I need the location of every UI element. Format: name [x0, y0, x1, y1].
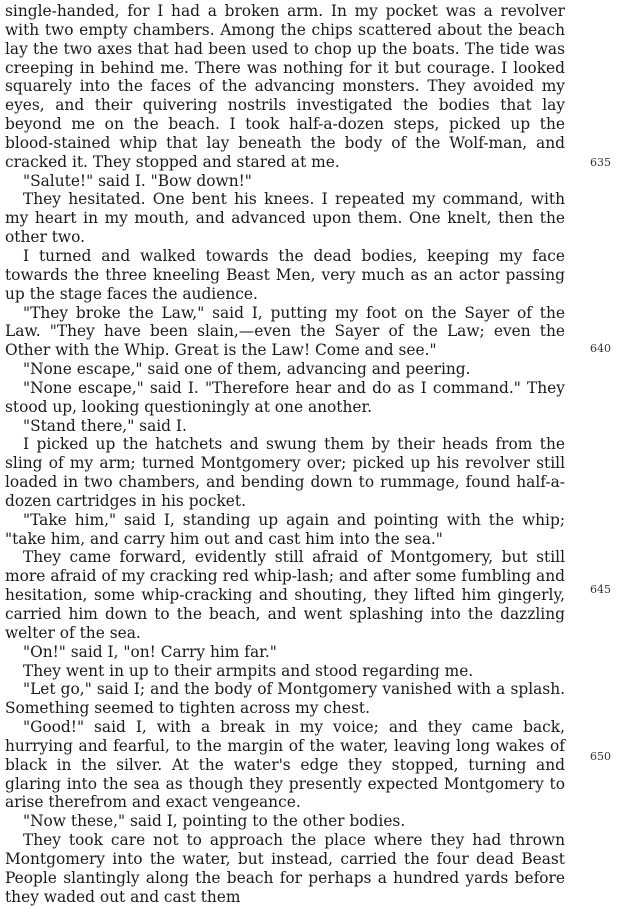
- line-number: 635: [590, 156, 611, 169]
- paragraph: I turned and walked towards the dead bodies, keeping my face towards the three kneeling Beast Men, very much as an actor passing up the stage faces the audience.: [5, 246, 565, 303]
- paragraph: "They broke the Law," said I, putting my foot on the Sayer of the Law. "They have been slain,—even the Sayer of the Law; even the Other with the Whip. Great is the Law! Come and see.": [5, 303, 565, 360]
- paragraph: I picked up the hatchets and swung them by their heads from the sling of my arm; turned Montgomery over; picked up his revolver still loaded in two chambers, and bending down to rummage, found half-a-dozen cartridges in his pocket.: [5, 435, 565, 510]
- line-number: 640: [590, 342, 611, 355]
- paragraph: They went in up to their armpits and stood regarding me.: [23, 661, 474, 680]
- paragraph: "Take him," said I, standing up again and pointing with the whip; "take him, and carry him out and cast him into the sea.": [5, 510, 565, 548]
- text-column: [5, 2, 565, 907]
- paragraph: They took care not to approach the place where they had thrown Montgomery into the water, but instead, carried the four dead Beast People slantingly along the beach for perhaps a hundred yards before they waded out and cast them: [5, 831, 565, 906]
- paragraph: "None escape," said one of them, advancing and peering.: [23, 360, 471, 379]
- paragraph: "On!" said I, "on! Carry him far.": [23, 642, 277, 661]
- paragraph: "Let go," said I; and the body of Montgomery vanished with a splash. Something seemed to tighten across my chest.: [5, 680, 565, 718]
- paragraph: "Salute!" said I. "Bow down!": [23, 171, 252, 190]
- paragraph: "Stand there," said I.: [23, 416, 187, 435]
- paragraph: "Good!" said I, with a break in my voice; and they came back, hurrying and fearful, to the margin of the water, leaving long wakes of black in the silver. At the water's edge they stopped, turning and glaring into the sea as though they presently expected Montgomery to arise therefrom and exact vengeance.: [5, 718, 565, 812]
- paragraph: "Now these," said I, pointing to the other bodies.: [23, 812, 406, 831]
- paragraph: They hesitated. One bent his knees. I repeated my command, with my heart in my mouth, and advanced upon them. One knelt, then the other two.: [5, 190, 565, 247]
- paragraph: "None escape," said I. "Therefore hear and do as I command." They stood up, looking questioningly at one another.: [5, 378, 565, 416]
- line-number: 645: [590, 583, 611, 596]
- line-number: 650: [590, 750, 611, 763]
- paragraph: single-handed, for I had a broken arm. In my pocket was a revolver with two empty chambers. Among the chips scattered about the beach lay the two axes that had been used to chop up the boats. The tide was creeping in behind me. There was nothing for it but courage. I looked squarely into the faces of the advancing monsters. They avoided my eyes, and their quivering nostrils investigated the bodies that lay beyond me on the beach. I took half-a-dozen steps, picked up the blood-stained whip that lay beneath the body of the Wolf-man, and cracked it. They stopped and stared at me.: [5, 2, 565, 171]
- paragraph: They came forward, evidently still afraid of Montgomery, but still more afraid of my cracking red whip-lash; and after some fumbling and hesitation, some whip-cracking and shouting, they lifted him gingerly, carried him down to the beach, and went splashing into the dazzling welter of the sea.: [5, 548, 565, 642]
